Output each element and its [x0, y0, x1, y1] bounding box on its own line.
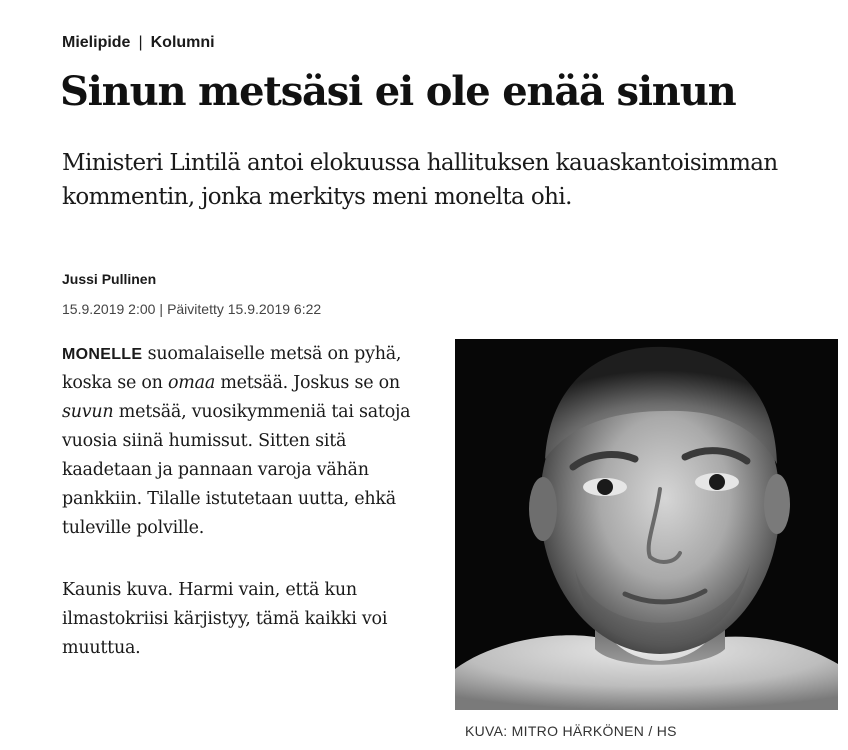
portrait-image — [455, 339, 838, 710]
body-paragraph-1 — [62, 340, 434, 543]
author-name-link[interactable]: Jussi Pullinen — [62, 271, 157, 287]
updated-date: Päivitetty 15.9.2019 6:22 — [167, 301, 322, 317]
body-paragraph-2: Kaunis kuva. Harmi vain, että kun ilmastokriisi kärjistyy, tämä kaikki voi muuttua. — [62, 580, 388, 658]
article-lead: Ministeri Lintilä antoi elokuussa hallituksen kauaskantoisimman kommentin, jonka merkitys meni monelta ohi. — [62, 150, 778, 210]
emphasis-text: suvun — [62, 402, 114, 422]
article-body — [62, 340, 434, 696]
section-link-mielipide[interactable]: Mielipide — [62, 34, 131, 51]
date-separator: | — [159, 301, 164, 317]
paragraph-text: metsää. Joskus se on — [215, 373, 400, 393]
published-date: 15.9.2019 2:00 — [62, 301, 156, 317]
paragraph-lead-word: MONELLE — [62, 346, 143, 363]
article-dates — [62, 301, 321, 317]
category-link-kolumni[interactable]: Kolumni — [150, 34, 215, 51]
photo-caption: KUVA: MITRO HÄRKÖNEN / HS — [465, 723, 677, 739]
author-portrait-photo[interactable] — [455, 339, 838, 710]
paragraph-text: suomalaiselle metsä on pyhä, koska se on — [62, 344, 402, 393]
section-breadcrumb — [62, 34, 215, 52]
article-headline: Sinun metsäsi ei ole enää sinun — [60, 68, 736, 115]
section-separator: | — [138, 34, 143, 51]
emphasis-text: omaa — [168, 373, 215, 393]
paragraph-text: metsää, vuosikymmeniä tai satoja vuosia siinä humissut. Sitten sitä kaadetaan ja pannaan varoja vähän pankkiin. Tilalle istutetaan uutta, ehkä tuleville polville. — [62, 402, 411, 538]
article — [62, 0, 832, 750]
